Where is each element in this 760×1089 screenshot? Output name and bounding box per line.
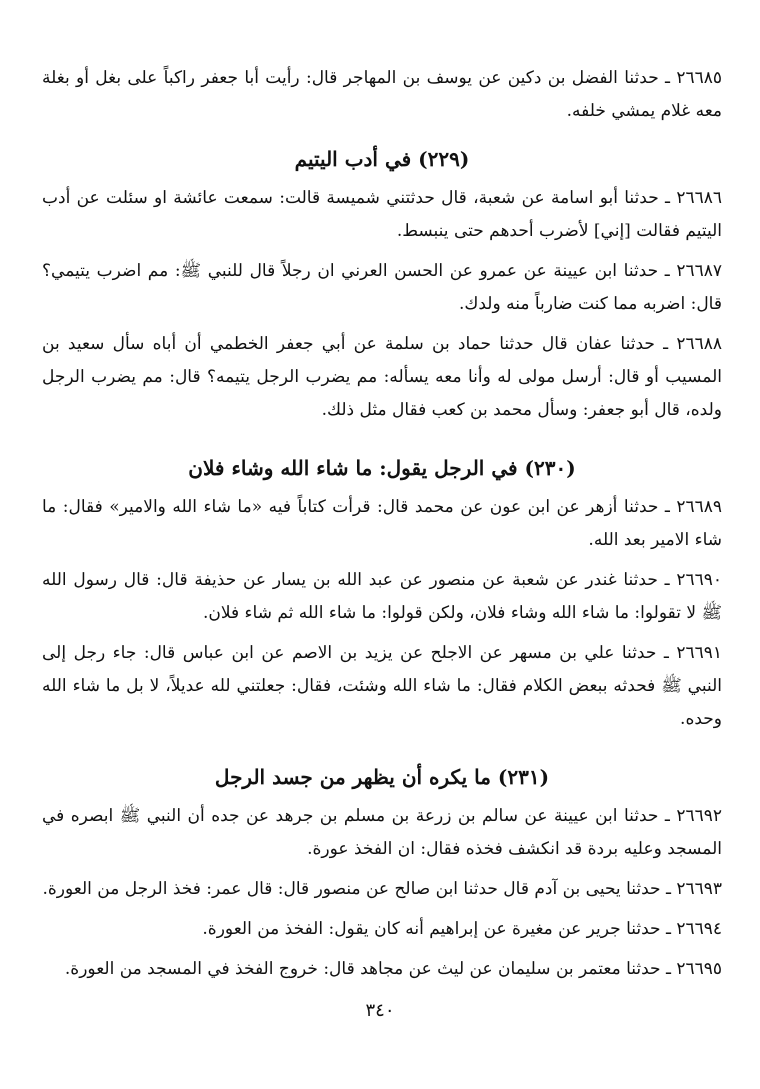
page-body bbox=[42, 62, 722, 993]
chapter-heading: (٢٢٩) في أدب اليتيم bbox=[294, 147, 470, 171]
hadith-paragraph: ٢٦٦٩٥ ـ حدثنا معتمر بن سليمان عن ليث عن مجاهد قال: خروج الفخذ في المسجد من العورة. bbox=[64, 959, 722, 979]
hadith-paragraph: ٢٦٦٨٨ ـ حدثنا عفان قال حدثنا حماد بن سلمة عن أبي جعفر الخطمي أن أباه سأل سعيد بن المسيب أو قال: أرسل مولى له وأنا معه يسأله: مم يضرب الرجل يتيمه؟ قال: مم يضرب الرجل ولده، قال أبو جعفر: وسأل محمد بن كعب فقال مثل ذلك. bbox=[42, 334, 722, 420]
page-number: ٣٤٠ bbox=[365, 1000, 395, 1021]
hadith-paragraph: ٢٦٦٩٣ ـ حدثنا يحيى بن آدم قال حدثنا ابن صالح عن منصور قال: قال عمر: فخذ الرجل من العورة. bbox=[42, 879, 722, 899]
chapter-heading: (٢٣٠) في الرجل يقول: ما شاء الله وشاء فلان bbox=[188, 456, 576, 480]
hadith-paragraph: ٢٦٦٨٦ ـ حدثنا أبو اسامة عن شعبة، قال حدثتني شميسة قالت: سمعت عائشة او سئلت عن أدب اليتيم فقالت [إني] لأضرب أحدهم حتى ينبسط. bbox=[42, 188, 722, 241]
hadith-paragraph: ٢٦٦٩٤ ـ حدثنا جرير عن مغيرة عن إبراهيم أنه كان يقول: الفخذ من العورة. bbox=[202, 919, 722, 939]
hadith-paragraph: ٢٦٦٨٧ ـ حدثنا ابن عيينة عن عمرو عن الحسن العرني ان رجلاً قال للنبي ﷺ: مم اضرب يتيمي؟ قال: اضربه مما كنت ضارباً منه ولدك. bbox=[42, 261, 722, 314]
hadith-paragraph: ٢٦٦٨٥ ـ حدثنا الفضل بن دكين عن يوسف بن المهاجر قال: رأيت أبا جعفر راكباً على بغل أو بغلة معه غلام يمشي خلفه. bbox=[42, 68, 722, 121]
hadith-paragraph: ٢٦٦٩٢ ـ حدثنا ابن عيينة عن سالم بن زرعة بن مسلم بن جرهد عن جده أن النبي ﷺ ابصره في المسجد وعليه بردة قد انكشف فخذه فقال: ان الفخذ عورة. bbox=[42, 806, 722, 859]
chapter-heading: (٢٣١) ما يكره أن يظهر من جسد الرجل bbox=[214, 765, 550, 789]
hadith-paragraph: ٢٦٦٨٩ ـ حدثنا أزهر عن ابن عون عن محمد قال: قرأت كتاباً فيه «ما شاء الله والامير» فقال: ما شاء الامير بعد الله. bbox=[42, 497, 722, 550]
hadith-paragraph: ٢٦٦٩١ ـ حدثنا علي بن مسهر عن الاجلح عن يزيد بن الاصم عن ابن عباس قال: جاء رجل إلى النبي ﷺ فحدثه ببعض الكلام فقال: ما شاء الله وشئت، فقال: جعلتني لله عديلاً، لا بل ما شاء الله وحده. bbox=[42, 643, 722, 729]
hadith-paragraph: ٢٦٦٩٠ ـ حدثنا غندر عن شعبة عن منصور عن عبد الله بن يسار عن حذيفة قال: قال رسول الله ﷺ لا تقولوا: ما شاء الله وشاء فلان، ولكن قولوا: ما شاء الله ثم شاء فلان. bbox=[42, 570, 722, 623]
